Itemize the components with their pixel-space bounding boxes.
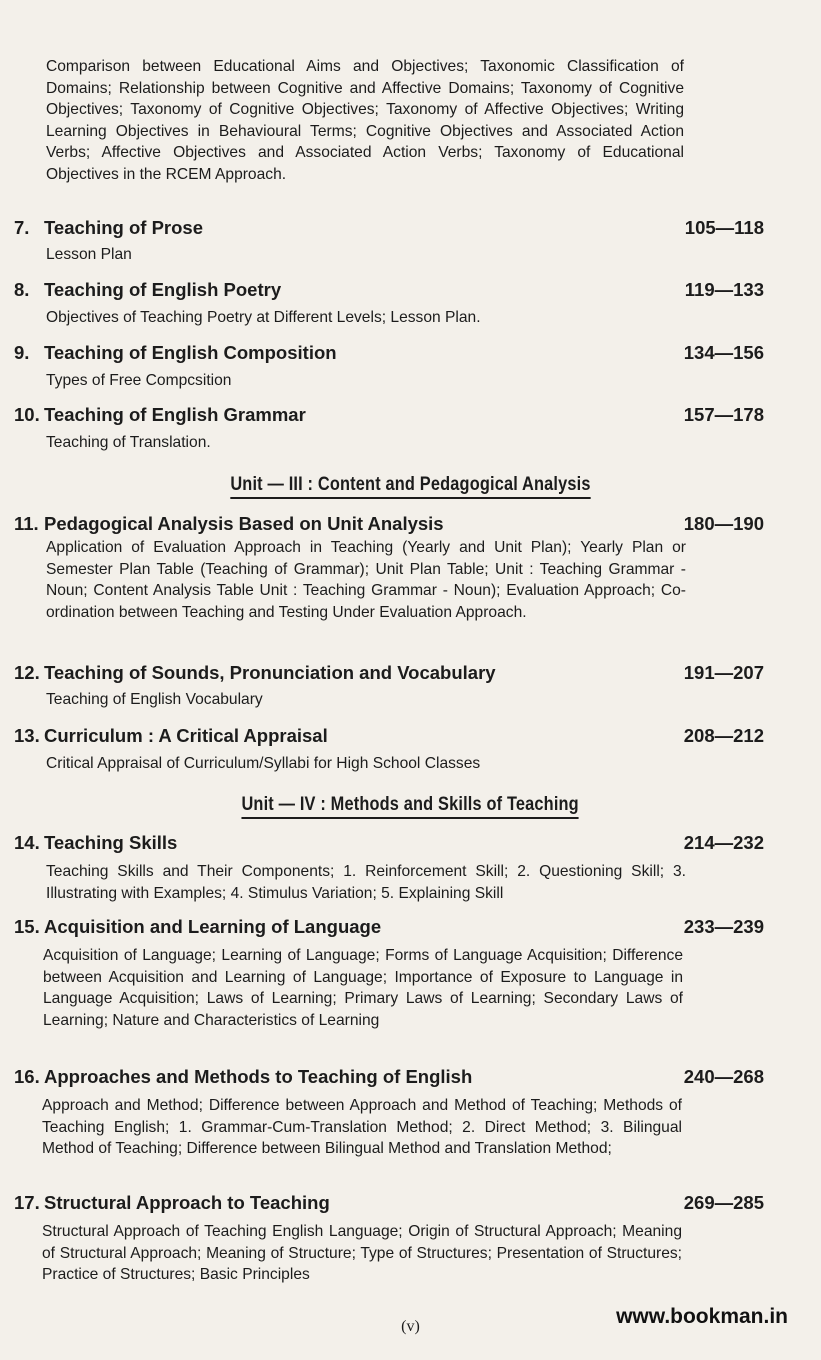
entry-number: 11. xyxy=(14,513,39,534)
entry-description: Teaching Skills and Their Components; 1. Reinforcement Skill; 2. Questioning Skill; 3. Illustrating with Examples; 4. Stimulus Variation; 5. Explaining Skill xyxy=(46,863,686,902)
entry-pages: 119—133 xyxy=(684,279,764,300)
entry-title: Acquisition and Learning of Language xyxy=(44,916,382,937)
entry-pages: 240—268 xyxy=(683,1066,764,1087)
entry-title: Teaching of English Composition xyxy=(44,342,337,363)
entry-pages: 180—190 xyxy=(683,513,764,534)
toc-entry-13 xyxy=(14,725,764,775)
entry-pages: 134—156 xyxy=(683,342,764,363)
entry-description: Types of Free Compcsition xyxy=(46,372,232,389)
entry-title: Teaching of Prose xyxy=(44,217,203,238)
entry-title: Pedagogical Analysis Based on Unit Analysis xyxy=(44,513,444,534)
entry-description: Objectives of Teaching Poetry at Different Levels; Lesson Plan. xyxy=(46,309,481,326)
toc-entry-16 xyxy=(14,1066,764,1160)
entry-description: Structural Approach of Teaching English Language; Origin of Structural Approach; Meaning of Structural Approach; Meaning of Structure; Type of Structures; Presentation of Structures; Practice of Structures; Basic Principles xyxy=(42,1223,682,1284)
entry-title: Teaching of English Poetry xyxy=(44,279,282,300)
entry-description: Teaching of English Vocabulary xyxy=(46,691,263,708)
toc-entry-12 xyxy=(14,662,764,711)
entry-title: Approaches and Methods to Teaching of English xyxy=(44,1066,473,1087)
entry-title: Teaching of Sounds, Pronunciation and Vocabulary xyxy=(44,662,496,683)
entry-pages: 157—178 xyxy=(683,404,764,425)
entry-number: 16. xyxy=(14,1066,40,1087)
entry-number: 14. xyxy=(14,832,40,853)
watermark-link[interactable]: www.bookman.in xyxy=(616,1305,788,1328)
entry-title: Structural Approach to Teaching xyxy=(44,1192,330,1213)
entry-number: 10. xyxy=(14,404,40,425)
entry-number: 8. xyxy=(14,279,30,300)
entry-description: Approach and Method; Difference between Approach and Method of Teaching; Methods of Teaching English; 1. Grammar-Cum-Translation Method; 2. Direct Method; 3. Bilingual Method of Teaching; Difference between Bilingual Method and Translation Method; xyxy=(42,1097,682,1158)
entry-pages: 214—232 xyxy=(683,832,764,853)
entry-description: Application of Evaluation Approach in Teaching (Yearly and Unit Plan); Yearly Plan or Semester Plan Table (Teaching of Grammar); Unit Plan Table; Unit : Teaching Grammar - Noun; Content Analysis Table Unit : Teaching Grammar - Noun); Evaluation Approach; Co-ordination between Teaching and Testing Under Evaluation Approach. xyxy=(46,539,686,621)
entry-description: Acquisition of Language; Learning of Language; Forms of Language Acquisition; Difference between Acquisition and Learning of Language; Importance of Exposure to Language in Language Acquisition; Laws of Learning; Primary Laws of Learning; Secondary Laws of Learning; Nature and Characteristics of Learning xyxy=(43,947,683,1029)
toc-entry-17 xyxy=(14,1192,764,1286)
entry-description: Lesson Plan xyxy=(46,246,132,263)
toc-entry-9 xyxy=(14,342,764,392)
entry-pages: 269—285 xyxy=(683,1192,764,1213)
entry-pages: 105—118 xyxy=(684,217,764,238)
entry-title: Teaching Skills xyxy=(44,832,178,853)
intro-paragraph: Comparison between Educational Aims and Objectives; Taxonomic Classification of Domains; Relationship between Cognitive and Affective Domains; Taxonomy of Cognitive Objectives; Taxonomy of Cognitive Objectives; Taxonomy of Affective Objectives; Writing Learning Objectives in Behavioural Terms; Cognitive Objectives and Associated Action Verbs; Affective Objectives and Associated Action Verbs; Taxonomy of Educational Objectives in the RCEM Approach. xyxy=(46,58,684,183)
entry-number: 15. xyxy=(14,916,40,937)
unit-heading-label: Unit — III : Content and Pedagogical Analysis xyxy=(230,474,590,499)
entry-number: 13. xyxy=(14,725,40,746)
toc-entry-15 xyxy=(14,916,764,1031)
toc-entry-8 xyxy=(14,279,764,329)
unit-heading-label: Unit — IV : Methods and Skills of Teaching xyxy=(242,794,579,819)
entry-pages: 191—207 xyxy=(683,662,764,683)
toc-entry-7 xyxy=(14,217,764,266)
entry-number: 9. xyxy=(14,342,30,363)
entry-title: Curriculum : A Critical Appraisal xyxy=(44,725,328,746)
entry-pages: 233—239 xyxy=(683,916,764,937)
entry-number: 12. xyxy=(14,662,40,683)
entry-description: Teaching of Translation. xyxy=(46,434,211,451)
page-number: (v) xyxy=(401,1318,420,1335)
toc-entry-14 xyxy=(14,832,764,904)
toc-entry-11 xyxy=(14,513,764,623)
entry-title: Teaching of English Grammar xyxy=(44,404,306,425)
entry-number: 7. xyxy=(14,217,30,238)
entry-description: Critical Appraisal of Curriculum/Syllabi for High School Classes xyxy=(46,755,481,772)
entry-pages: 208—212 xyxy=(683,725,764,746)
entry-number: 17. xyxy=(14,1192,40,1213)
unit-heading-4 xyxy=(0,794,821,819)
unit-heading-3 xyxy=(0,474,821,499)
toc-entry-10 xyxy=(14,404,764,454)
